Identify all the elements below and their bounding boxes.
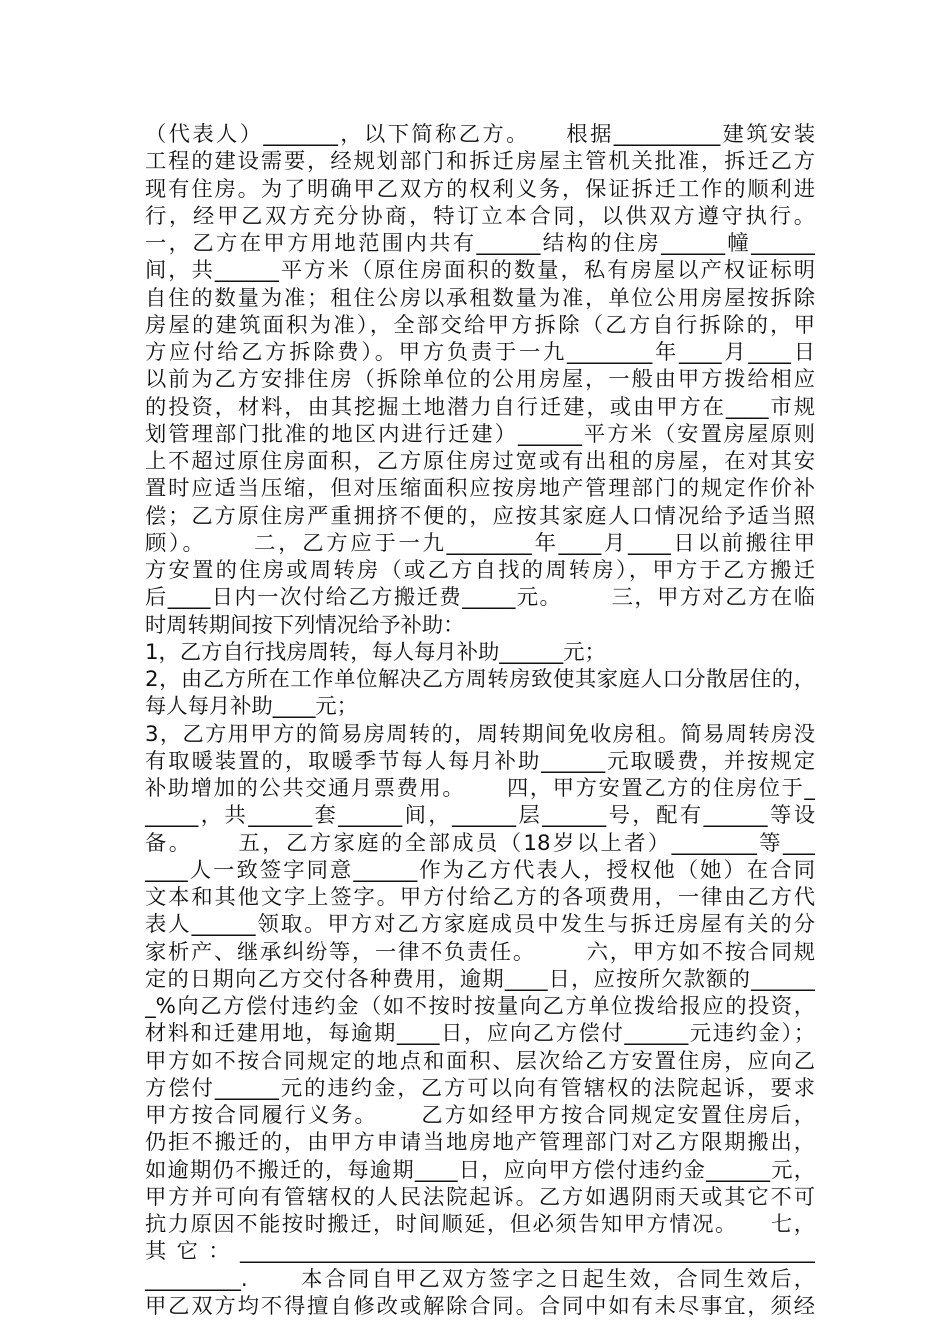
text-line: ____人一致签字同意______作为乙方代表人，授权他（她）在合同 xyxy=(145,857,815,883)
text-line: 家析产、继承纠纷等，一律不负责任。 六，甲方如不按合同规 xyxy=(145,939,815,965)
text-line: 每人每月补助____元； xyxy=(145,694,358,720)
text-line: 表人______领取。甲方对乙方家庭成员中发生与拆迁房屋有关的分 xyxy=(145,912,815,938)
text-line: 方安置的住房或周转房（或乙方自找的周转房），甲方于乙方搬迁 xyxy=(145,558,815,583)
text-line: 3，乙方用甲方的简易房周转的，周转期间免收房租。简易周转房没 xyxy=(145,721,815,747)
text-line: 后____日内一次付给乙方搬迁费_____元。 三，甲方对乙方在临 xyxy=(145,585,815,611)
text-line: 的投资，材料，由其挖掘土地潜力自行迁建，或由甲方在____市规 xyxy=(145,394,815,420)
text-line: 甲方并可向有管辖权的人民法院起诉。乙方如遇阴雨天或其它不可 xyxy=(145,1184,815,1210)
text-line: 甲乙双方均不得擅自修改或解除合同。合同中如有未尽事宜，须经 xyxy=(145,1293,815,1319)
text-line: 材料和迁建用地，每逾期____日，应向乙方偿付______元违约金）； xyxy=(145,1021,815,1047)
text-line: 有取暖装置的，取暖季节每人每月补助______元取暖费，并按规定 xyxy=(145,748,815,774)
contract-body-text xyxy=(145,121,815,1320)
text-line: 其它：______________________________________________________ xyxy=(145,1239,815,1265)
text-line: 2，由乙方所在工作单位解决乙方周转房致使其家庭人口分散居住的， xyxy=(145,667,815,692)
text-line: 间，共______平方米（原住房面积的数量，私有房屋以产权证标明 xyxy=(145,258,815,284)
text-line: 定的日期向乙方交付各种费用，逾期____日，应按所欠款额的______ xyxy=(145,966,815,992)
text-line: 甲方按合同履行义务。 乙方如经甲方按合同规定安置住房后， xyxy=(145,1103,815,1128)
text-line: _________. 本合同自甲乙双方签字之日起生效，合同生效后， xyxy=(145,1266,815,1292)
text-line: 文本和其他文字上签字。甲方付给乙方的各项费用，一律由乙方代 xyxy=(145,885,815,910)
text-line: 房屋的建筑面积为准），全部交给甲方拆除（乙方自行拆除的，甲 xyxy=(145,312,815,338)
text-line: _____，共______套______间，______层______号，配有______等设 xyxy=(145,803,815,829)
text-line: 如逾期仍不搬迁的，每逾期____日，应向甲方偿付违约金______元， xyxy=(145,1157,815,1183)
text-line: 备。 五，乙方家庭的全部成员（18岁以上者）________等___ xyxy=(145,830,815,856)
text-line: 工程的建设需要，经规划部门和拆迁房屋主管机关批准，拆迁乙方 xyxy=(145,149,815,175)
text-line: 上不超过原住房面积，乙方原住房过宽或有出租的房屋，在对其安 xyxy=(145,449,815,474)
text-line: （代表人）_______，以下简称乙方。 根据__________建筑安装 xyxy=(145,122,815,147)
text-line: 顾）。 二，乙方应于一九________年____月____日以前搬往甲 xyxy=(145,530,815,556)
text-line: 1，乙方自行找房周转，每人每月补助______元； xyxy=(145,639,606,665)
text-line: 方应付给乙方拆除费）。甲方负责于一九________年____月____日 xyxy=(145,340,815,365)
text-line: 补助增加的公共交通月票费用。 四，甲方安置乙方的住房位于_ xyxy=(145,776,815,801)
text-line: 划管理部门批准的地区内进行迁建）______平方米（安置房屋原则 xyxy=(145,421,815,447)
text-line: 方偿付______元的违约金，乙方可以向有管辖权的法院起诉，要求 xyxy=(145,1075,815,1101)
text-line: 时周转期间按下列情况给予补助： xyxy=(145,612,465,638)
text-line: 行，经甲乙双方充分协商，特订立本合同，以供双方遵守执行。 xyxy=(145,203,815,229)
text-line: 甲方如不按合同规定的地点和面积、层次给乙方安置住房，应向乙 xyxy=(145,1048,815,1074)
text-line: 一，乙方在甲方用地范围内共有______结构的住房______幢______ xyxy=(145,231,815,256)
text-line: 自住的数量为准；租住公房以承租数量为准，单位公用房屋按拆除 xyxy=(145,285,815,311)
text-line: _%向乙方偿付违约金（如不按时按量向乙方单位拨给报应的投资， xyxy=(145,994,815,1019)
text-line: 现有住房。为了明确甲乙双方的权利义务，保证拆迁工作的顺利进 xyxy=(145,176,815,202)
text-line: 置时应适当压缩，但对压缩面积应按房地产管理部门的规定作价补 xyxy=(145,476,815,502)
text-line: 以前为乙方安排住房（拆除单位的公用房屋，一般由甲方拨给相应 xyxy=(145,367,815,393)
text-line: 仍拒不搬迁的，由甲方申请当地房地产管理部门对乙方限期搬出， xyxy=(145,1130,815,1156)
text-line: 抗力原因不能按时搬迁，时间顺延，但必须告知甲方情况。 七， xyxy=(145,1212,815,1237)
text-line: 偿；乙方原住房严重拥挤不便的，应按其家庭人口情况给予适当照 xyxy=(145,503,815,529)
